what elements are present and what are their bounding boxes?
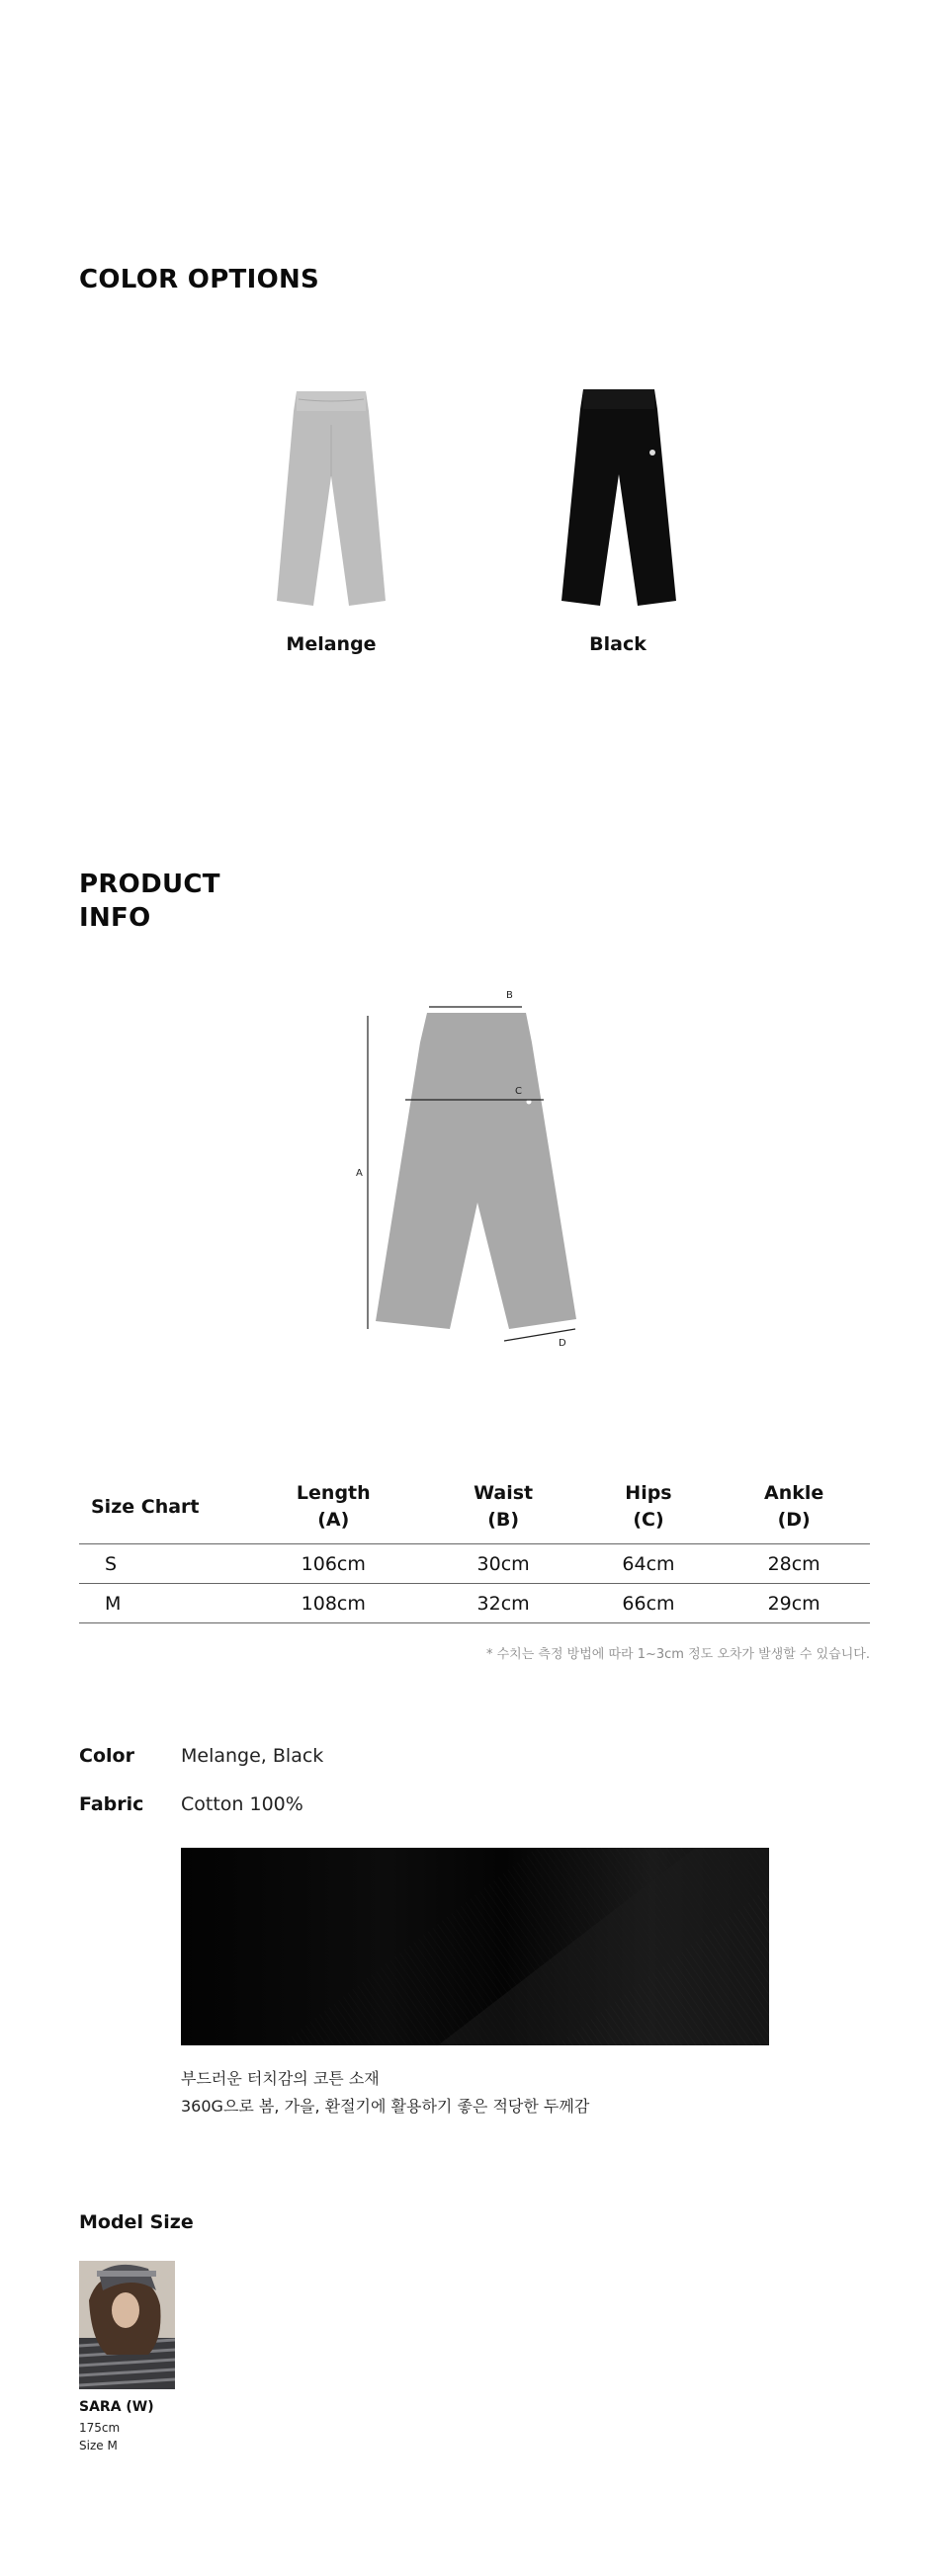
- label-c: C: [515, 1086, 522, 1097]
- table-row: [79, 1544, 870, 1584]
- model-photo: [79, 2261, 175, 2389]
- product-info-title-line1: PRODUCT: [79, 870, 220, 899]
- color-option-label: Black: [589, 633, 647, 655]
- color-option-label: Melange: [286, 633, 377, 655]
- measurement-note: * 수치는 측정 방법에 따라 1~3cm 정도 오차가 발생할 수 있습니다.: [485, 1647, 870, 1662]
- color-spec-label: Color: [79, 1745, 134, 1767]
- label-d: D: [559, 1338, 566, 1349]
- black-pants-image: [544, 385, 692, 608]
- length-cell: 106cm: [239, 1544, 428, 1584]
- product-info-title: [79, 868, 220, 935]
- waist-cell: 32cm: [428, 1584, 579, 1623]
- ankle-cell: 28cm: [718, 1544, 870, 1584]
- fabric-description-line2: 360G으로 봄, 가을, 환절기에 활용하기 좋은 적당한 두께감: [181, 2097, 590, 2116]
- hips-cell: 64cm: [579, 1544, 719, 1584]
- model-height: 175cm: [79, 2421, 121, 2435]
- color-option-black[interactable]: [519, 385, 717, 655]
- model-size: Size M: [79, 2439, 118, 2452]
- fabric-description: [181, 2065, 589, 2120]
- header-size-chart: Size Chart: [79, 1472, 239, 1544]
- pants-silhouette: [376, 1013, 576, 1329]
- header-ankle: Ankle (D): [718, 1472, 870, 1544]
- fabric-texture-image: [181, 1848, 769, 2045]
- model-size-title: Model Size: [79, 2211, 194, 2233]
- color-spec-value: Melange, Black: [181, 1745, 324, 1767]
- size-chart-table: [79, 1472, 870, 1623]
- size-cell: S: [79, 1544, 239, 1584]
- color-options-title: COLOR OPTIONS: [79, 265, 320, 294]
- size-chart-header-row: [79, 1472, 870, 1544]
- fabric-spec-value: Cotton 100%: [181, 1793, 303, 1815]
- table-row: [79, 1584, 870, 1623]
- header-length: Length (A): [239, 1472, 428, 1544]
- melange-pants-image: [257, 385, 405, 608]
- hips-cell: 66cm: [579, 1584, 719, 1623]
- fabric-description-line1: 부드러운 터치감의 코튼 소재: [181, 2069, 380, 2088]
- measurement-diagram: [336, 983, 613, 1354]
- header-hips: Hips (C): [579, 1472, 719, 1544]
- length-cell: 108cm: [239, 1584, 428, 1623]
- color-option-melange[interactable]: [232, 385, 430, 655]
- size-cell: M: [79, 1584, 239, 1623]
- fabric-spec-label: Fabric: [79, 1793, 144, 1815]
- ankle-cell: 29cm: [718, 1584, 870, 1623]
- header-waist: Waist (B): [428, 1472, 579, 1544]
- product-info-title-line2: INFO: [79, 903, 151, 933]
- label-a: A: [356, 1168, 363, 1179]
- model-name: SARA (W): [79, 2399, 154, 2415]
- label-b: B: [506, 990, 513, 1001]
- waist-cell: 30cm: [428, 1544, 579, 1584]
